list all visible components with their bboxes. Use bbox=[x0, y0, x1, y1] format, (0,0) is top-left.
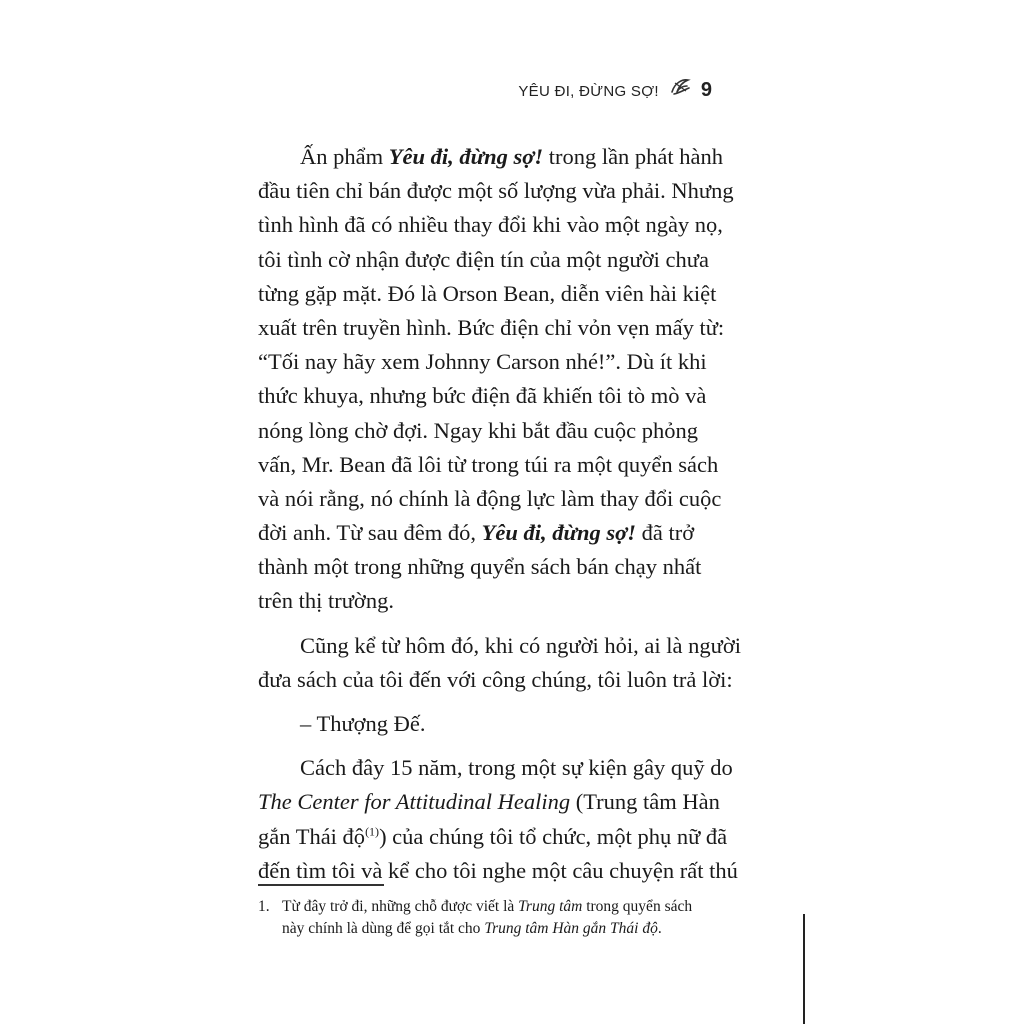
paragraph-3 bbox=[258, 707, 718, 741]
text-line: đưa sách của tôi đến với công chúng, tôi luôn trả lời: bbox=[258, 666, 733, 692]
footnote-number: 1. bbox=[258, 898, 270, 915]
text-line: vấn, Mr. Bean đã lôi từ trong túi ra một quyển sách bbox=[258, 451, 719, 477]
text-line: xuất trên truyền hình. Bức điện chỉ vỏn vẹn mấy từ: bbox=[258, 314, 725, 340]
page-header bbox=[518, 76, 712, 102]
paragraph-2 bbox=[258, 629, 741, 697]
text-line: trên thị trường. bbox=[258, 588, 394, 614]
footnote-divider bbox=[258, 884, 384, 886]
footnote-line: này chính là dùng để gọi tắt cho Trung tâm Hàn gắn Thái độ. bbox=[282, 920, 662, 937]
text-line: “Tối nay hãy xem Johnny Carson nhé!”. Dù ít khi bbox=[258, 349, 707, 375]
text-line: Ấn phẩm Yêu đi, đừng sợ! trong lần phát hành bbox=[300, 144, 724, 169]
text-line: đầu tiên chỉ bán được một số lượng vừa phải. Nhưng bbox=[258, 178, 734, 204]
ornament-icon bbox=[669, 76, 691, 102]
running-title: YÊU ĐI, ĐỪNG SỢ! bbox=[518, 83, 659, 100]
footnote-line: 1. Từ đây trở đi, những chỗ được viết là Trung tâm trong quyển sách bbox=[258, 896, 728, 918]
text-line: đời anh. Từ sau đêm đó, Yêu đi, đừng sợ! đã trở bbox=[258, 520, 695, 546]
book-title: Yêu đi, đừng sợ! bbox=[481, 520, 636, 546]
text-line: Cũng kể từ hôm đó, khi có người hỏi, ai là người bbox=[300, 632, 741, 658]
text-line: thành một trong những quyển sách bán chạy nhất bbox=[258, 554, 702, 580]
text-line: The Center for Attitudinal Healing (Trung tâm Hàn bbox=[258, 789, 720, 815]
text-line: và nói rằng, nó chính là động lực làm thay đổi cuộc bbox=[258, 485, 722, 511]
text-line: tôi tình cờ nhận được điện tín của một người chưa bbox=[258, 246, 709, 272]
footnote-reference: (1) bbox=[365, 824, 380, 839]
text-line: từng gặp mặt. Đó là Orson Bean, diễn viên hài kiệt bbox=[258, 280, 717, 306]
text-line: tình hình đã có nhiều thay đổi khi vào một ngày nọ, bbox=[258, 212, 723, 238]
footnote bbox=[258, 896, 728, 940]
paragraph-4 bbox=[258, 751, 738, 888]
text-line: gắn Thái độ$^{(1)}$) của chúng tôi tổ chức, một phụ nữ đã bbox=[258, 823, 728, 849]
organization-name: The Center for Attitudinal Healing bbox=[258, 789, 571, 815]
body-text bbox=[258, 140, 741, 888]
text-line: Cách đây 15 năm, trong một sự kiện gây quỹ do bbox=[300, 755, 733, 781]
text-line: nóng lòng chờ đợi. Ngay khi bắt đầu cuộc phỏng bbox=[258, 417, 698, 443]
paragraph-1 bbox=[258, 140, 734, 619]
text-line: – Thượng Đế. bbox=[300, 711, 426, 736]
text-line: đến tìm tôi và kể cho tôi nghe một câu chuyện rất thú bbox=[258, 857, 738, 883]
page-edge-line bbox=[803, 914, 805, 1024]
book-title: Yêu đi, đừng sợ! bbox=[388, 144, 544, 169]
text-line: thức khuya, nhưng bức điện đã khiến tôi tò mò và bbox=[258, 383, 707, 409]
page-number: 9 bbox=[700, 79, 712, 101]
